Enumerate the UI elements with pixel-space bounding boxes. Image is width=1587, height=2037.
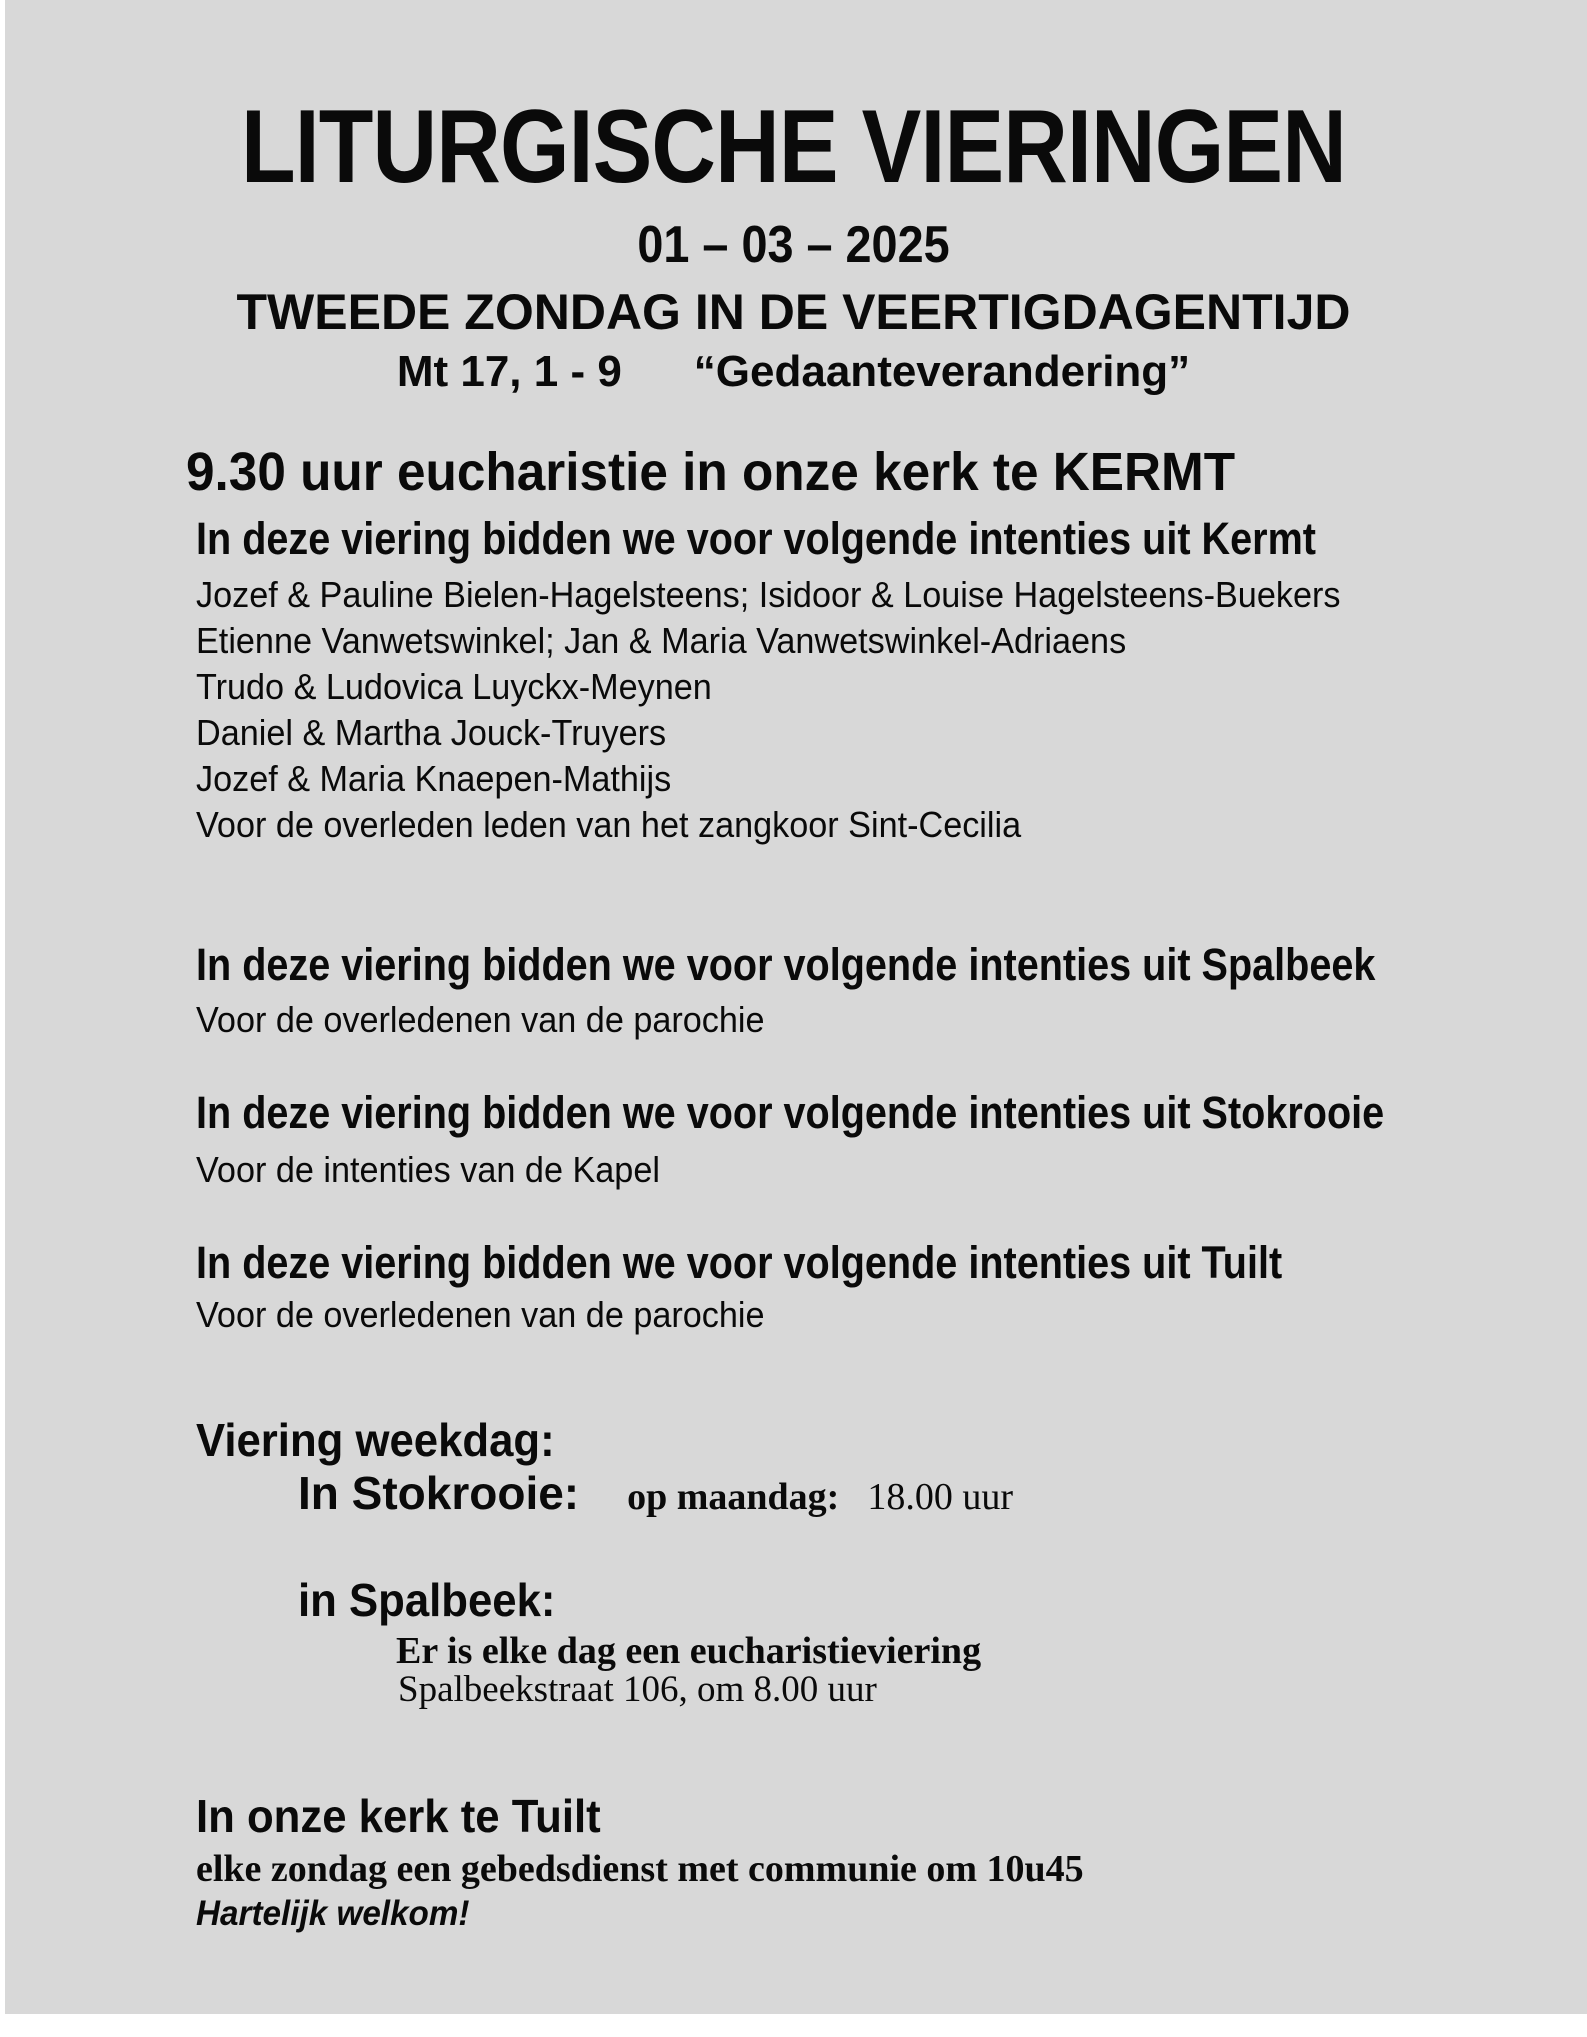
stokrooie-label: In Stokrooie: <box>298 1467 580 1519</box>
intentions-kermt-heading: In deze viering bidden we voor volgende intenties uit Kermt <box>196 513 1316 564</box>
intentions-stokrooie-heading: In deze viering bidden we voor volgende intenties uit Stokrooie <box>196 1087 1385 1138</box>
stokrooie-day: op maandag: <box>627 1476 840 1518</box>
intention-line: Voor de overledenen van de parochie <box>196 1294 765 1335</box>
intention-line: Daniel & Martha Jouck-Truyers <box>196 712 667 753</box>
subtitle-line: TWEEDE ZONDAG IN DE VEERTIGDAGENTIJD <box>236 284 1351 340</box>
page-title: LITURGISCHE VIERINGEN <box>240 89 1346 205</box>
tuilt-heading: In onze kerk te Tuilt <box>196 1790 601 1842</box>
intention-line: Etienne Vanwetswinkel; Jan & Maria Vanwetswinkel-Adriaens <box>196 620 1127 661</box>
tuilt-line: elke zondag een gebedsdienst met communie om 10u45 <box>196 1848 1084 1890</box>
spalbeek-line2: Spalbeekstraat 106, om 8.00 uur <box>398 1669 877 1710</box>
stokrooie-time: 18.00 uur <box>867 1476 1013 1518</box>
spalbeek-line1: Er is elke dag een eucharistieviering <box>396 1630 982 1672</box>
intention-line: Jozef & Maria Knaepen-Mathijs <box>196 758 672 799</box>
intentions-tuilt-heading: In deze viering bidden we voor volgende intenties uit Tuilt <box>196 1237 1283 1288</box>
reading-row <box>0 347 1587 396</box>
intention-line: Trudo & Ludovica Luyckx-Meynen <box>196 666 712 707</box>
intention-line: Jozef & Pauline Bielen-Hagelsteens; Isidoor & Louise Hagelsteens-Buekers <box>196 574 1341 615</box>
page-left-edge <box>0 0 5 2037</box>
page-bottom-edge <box>0 2014 1587 2037</box>
intentions-spalbeek-heading: In deze viering bidden we voor volgende intenties uit Spalbeek <box>196 939 1376 990</box>
intention-line: Voor de intenties van de Kapel <box>196 1149 660 1190</box>
page-title-row <box>0 89 1587 205</box>
weekday-heading: Viering weekdag: <box>196 1414 555 1466</box>
stokrooie-weekday-row <box>298 1467 1013 1519</box>
intention-line: Voor de overleden leden van het zangkoor Sint-Cecilia <box>196 804 1022 845</box>
spalbeek-label: in Spalbeek: <box>298 1574 556 1626</box>
date-line: 01 – 03 – 2025 <box>637 216 950 274</box>
intention-line: Voor de overledenen van de parochie <box>196 999 765 1040</box>
reading-line <box>396 347 1191 396</box>
reading-ref: Mt 17, 1 - 9 <box>396 347 622 396</box>
reading-title: “Gedaanteverandering” <box>693 347 1191 396</box>
welcome-note: Hartelijk welkom! <box>196 1894 470 1933</box>
subtitle-row <box>0 284 1587 340</box>
mass-heading: 9.30 uur eucharistie in onze kerk te KERMT <box>186 442 1236 502</box>
date-row <box>0 216 1587 274</box>
